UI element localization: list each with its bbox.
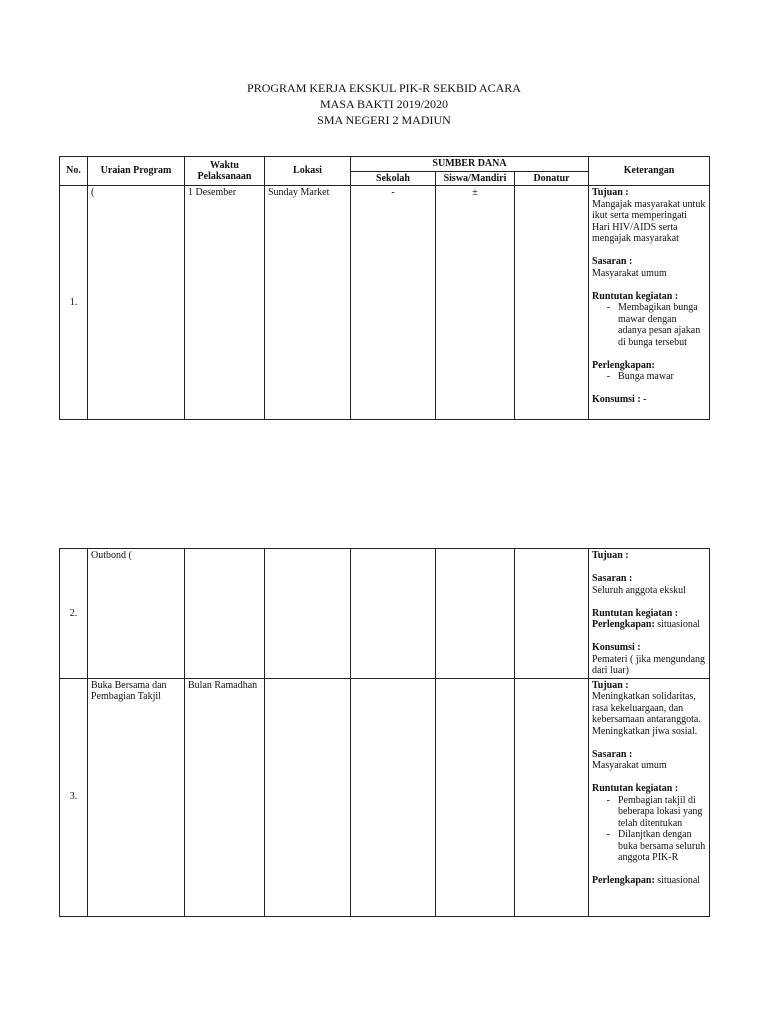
header-location: Lokasi — [265, 157, 351, 186]
document-title: PROGRAM KERJA EKSKUL PIK-R SEKBID ACARA — [247, 81, 521, 95]
sasaran-text: Masyarakat umum — [592, 267, 667, 279]
document-school: SMA NEGERI 2 MADIUN — [317, 113, 451, 127]
tujuan-text: Meningkatkan solidaritas, rasa kekeluargaan, dan kebersamaan antaranggota. Meningkatkan jiwa sosial. — [592, 691, 701, 737]
sasaran-text: Seluruh anggota ekskul — [592, 584, 686, 596]
row-student-fund — [436, 678, 515, 916]
row-number: 1. — [60, 186, 88, 420]
row-location — [265, 678, 351, 916]
sasaran-label: Sasaran : — [592, 573, 633, 584]
sasaran-label: Sasaran : — [592, 748, 633, 760]
row-program: ( — [88, 186, 185, 420]
row-time: 1 Desember — [185, 186, 265, 420]
row-program: Outbond ( — [88, 549, 185, 679]
konsumsi-text: Pemateri ( jika mengundang dari luar) — [592, 653, 706, 676]
sasaran-label: Sasaran : — [592, 256, 633, 267]
tujuan-label: Tujuan : — [592, 550, 629, 561]
tujuan-text: Mangajak masyarakat untuk ikut serta memperingati Hari HIV/AIDS serta mengajak masyarakat — [592, 198, 706, 244]
runtutan-label: Runtutan kegiatan : — [592, 783, 679, 794]
row-school-fund — [351, 549, 436, 679]
row-school-fund — [351, 678, 436, 916]
row-school-fund: - — [351, 186, 436, 420]
header-school: Sekolah — [351, 171, 436, 186]
perlengkapan-label: Perlengkapan: — [592, 619, 655, 630]
row-student-fund — [436, 549, 515, 679]
perlengkapan-label: Perlengkapan: — [592, 359, 655, 371]
row-number: 2. — [60, 549, 88, 679]
row-donor-fund — [515, 549, 589, 679]
header-no: No. — [60, 157, 88, 186]
header-time: Waktu Pelaksanaan — [185, 157, 265, 186]
konsumsi-label: Konsumsi : - — [592, 394, 647, 405]
document-period: MASA BAKTI 2019/2020 — [319, 97, 448, 111]
list-item: - Pembagian takjil di beberapa lokasi yang telah ditentukan — [606, 794, 703, 829]
header-student: Siswa/Mandiri — [436, 171, 515, 186]
row-donor-fund — [515, 186, 589, 420]
runtutan-label: Runtutan kegiatan : — [592, 607, 679, 619]
list-item: - Membagikan bunga mawar dengan adanya pesan ajakan di bunga tersebut — [606, 302, 701, 348]
row-donor-fund — [515, 678, 589, 916]
header-donor: Donatur — [515, 171, 589, 186]
row-location — [265, 549, 351, 679]
table-row — [60, 186, 710, 420]
header-program: Uraian Program — [88, 157, 185, 186]
row-location: Sunday Market — [265, 186, 351, 420]
program-table-1 — [59, 156, 710, 420]
konsumsi-label: Konsumsi : — [592, 642, 641, 653]
row-notes — [589, 678, 710, 916]
row-program: Buka Bersama dan Pembagian Takjil — [88, 678, 185, 916]
row-student-fund: ± — [436, 186, 515, 420]
row-notes — [589, 186, 710, 420]
table-row — [60, 549, 710, 679]
row-time — [185, 549, 265, 679]
header-notes: Keterangan — [589, 157, 710, 186]
list-item: - Dilanjtkan dengan buka bersama seluruh anggota PIK-R — [606, 829, 706, 863]
perlengkapan-text: situasional — [657, 875, 701, 886]
header-funds: SUMBER DANA — [351, 157, 589, 172]
table-row — [60, 678, 710, 916]
perlengkapan-label: Perlengkapan: — [592, 875, 655, 886]
sasaran-text: Masyarakat umum — [592, 760, 667, 771]
row-notes — [589, 549, 710, 679]
row-number: 3. — [60, 678, 88, 916]
perlengkapan-text: situasional — [657, 619, 701, 630]
runtutan-label: Runtutan kegiatan : — [592, 290, 679, 302]
tujuan-label: Tujuan : — [592, 187, 629, 198]
program-table-2 — [59, 548, 710, 917]
tujuan-label: Tujuan : — [592, 679, 629, 691]
list-item: - Bunga mawar — [606, 371, 674, 382]
row-time: Bulan Ramadhan — [185, 678, 265, 916]
